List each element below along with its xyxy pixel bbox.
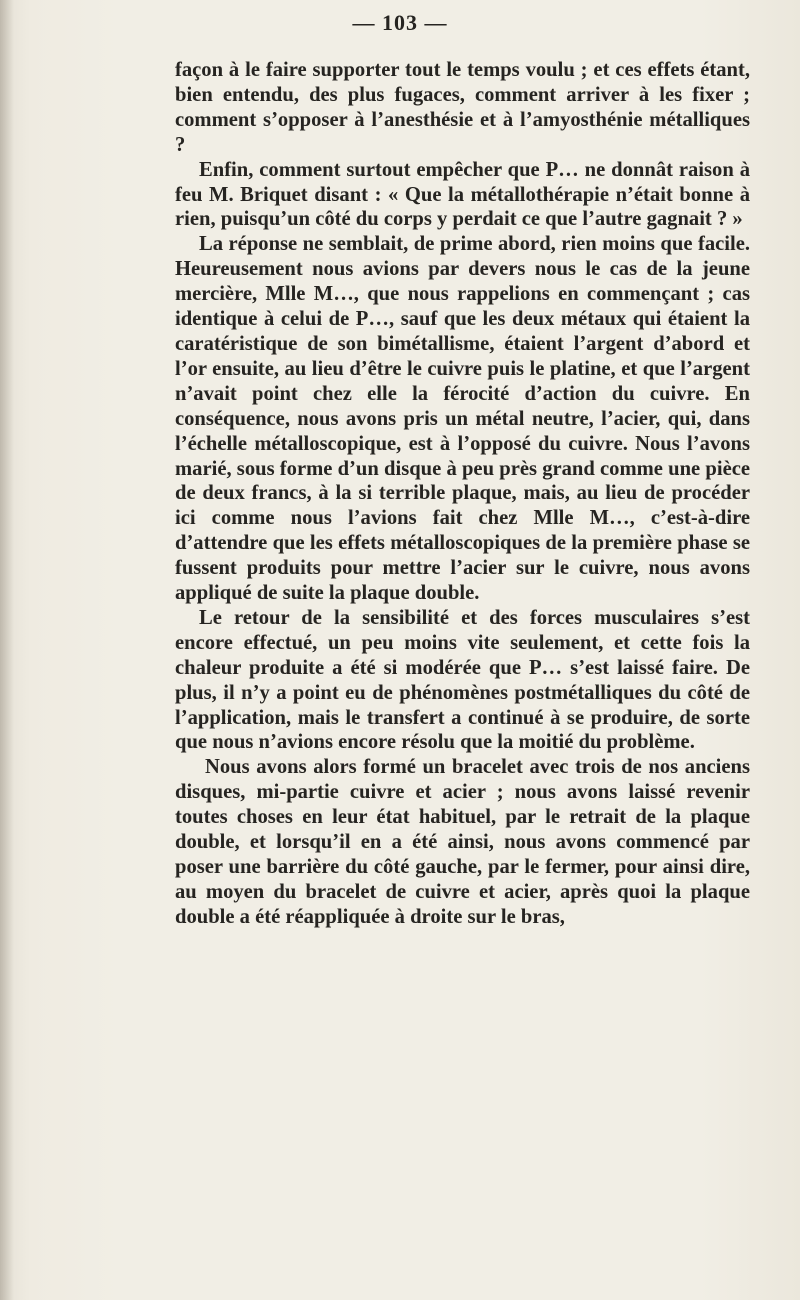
paragraph-1: façon à le faire supporter tout le temps voulu ; et ces effets étant, bien entendu, des plus fugaces, comment arriver à les fixer ; comment s’opposer à l’anesthésie et à l’amyosthénie métalliques ?: [175, 59, 750, 156]
body-text: [175, 58, 750, 930]
page-number: — 103 —: [352, 10, 448, 35]
paragraph-2: Enfin, comment surtout empêcher que P… ne donnât raison à feu M. Briquet disant : « Que la métallothérapie n’était bonne à rien, puisqu’un côté du corps y perdait ce que l’autre gagnait ? »: [175, 158, 750, 231]
paragraph-5: Nous avons alors formé un bracelet avec trois de nos anciens disques, mi-partie cuivre et acier ; nous avons laissé revenir toutes choses en leur état habituel, par le retrait de la plaque double, et lorsqu’il en a été ainsi, nous avons commencé par poser une barrière du côté gauche, par le fermer, pour ainsi dire, au moyen du bracelet de cuivre et acier, après quoi la plaque double a été réappliquée à droite sur le bras,: [175, 756, 750, 928]
page-edge-shadow: [0, 0, 14, 1300]
paragraph-4: Le retour de la sensibilité et des forces musculaires s’est encore effectué, un peu moins vite seulement, et cette fois la chaleur produite a été si modérée que P… s’est laissé faire. De plus, il n’y a point eu de phénomènes postmétalliques du côté de l’application, mais le transfert a continué à se produire, de sorte que nous n’avions encore résolu que la moitié du problème.: [175, 606, 750, 754]
paragraph-3: La réponse ne semblait, de prime abord, rien moins que facile. Heureusement nous avions par devers nous le cas de la jeune mercière, Mlle M…, que nous rappelions en commençant ; cas identique à celui de P…, sauf que les deux métaux qui étaient la caratéristique de son bimétallisme, étaient l’argent d’abord et l’or ensuite, au lieu d’être le cuivre puis le platine, et que l’argent n’avait point chez elle la férocité d’action du cuivre. En conséquence, nous avons pris un métal neutre, l’acier, qui, dans l’échelle métalloscopique, est à l’opposé du cuivre. Nous l’avons marié, sous forme d’un disque à peu près grand comme une pièce de deux francs, à la si terrible plaque, mais, au lieu de procéder ici comme nous l’avions fait chez Mlle M…, c’est-à-dire d’attendre que les effets métalloscopiques de la première phase se fussent produits pour mettre l’acier sur le cuivre, nous avons appliqué de suite la plaque double.: [175, 233, 750, 605]
